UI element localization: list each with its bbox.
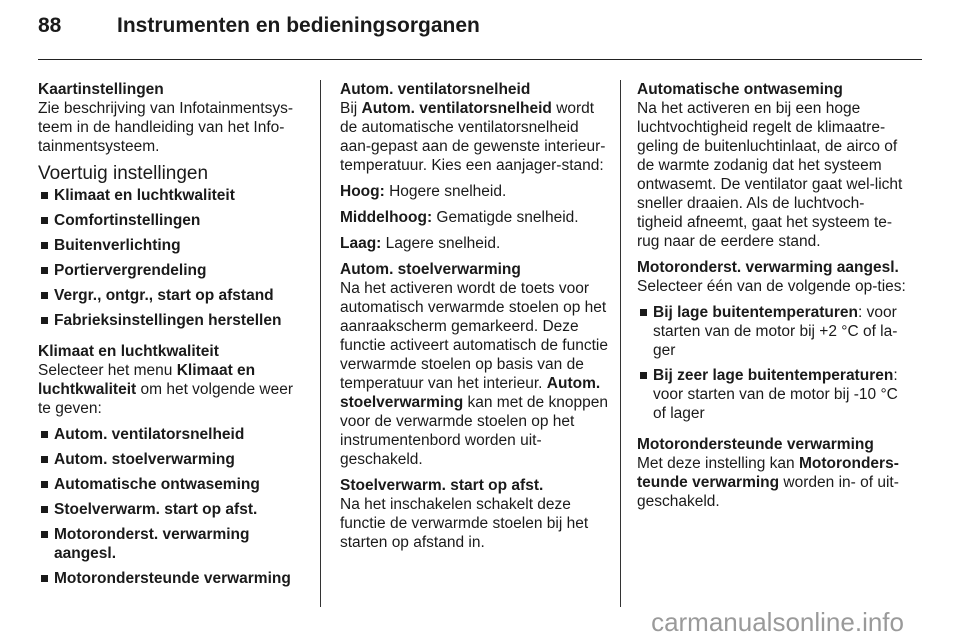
column-right [637,80,909,518]
list-item: Autom. ventilatorsnelheid [38,425,310,444]
voertuig-instellingen-title: Voertuig instellingen [38,163,209,184]
bullet-icon [640,309,647,316]
list-item: Klimaat en luchtkwaliteit [38,186,310,205]
column-middle [340,80,612,559]
bullet-icon [41,456,48,463]
column-left [38,80,310,600]
motoronderst-options-list [637,303,909,423]
kaartinstellingen-heading: Kaartinstellingen [38,81,164,98]
middelhoog-option: Middelhoog: Gematigde snelheid. [340,209,579,226]
list-item: Fabrieksinstellingen herstellen [38,311,310,330]
bullet-icon [41,481,48,488]
klimaat-text: Selecteer het menu Klimaat en luchtkwaliteit om het volgende weer te geven: [38,362,294,417]
voertuig-menu-list [38,186,310,330]
start-op-afstand-heading: Stoelverwarm. start op afst. [340,477,544,494]
klimaat-menu-list [38,425,310,588]
bullet-icon [41,292,48,299]
bullet-icon [41,431,48,438]
stoelverwarming-heading: Autom. stoelverwarming [340,261,521,278]
laag-option: Laag: Lagere snelheid. [340,235,501,252]
bullet-icon [41,575,48,582]
start-op-afstand-text: Na het inschakelen schakelt deze functie de verwarmde stoelen bij het starten op afstand in. [340,496,589,551]
column-divider-1 [320,80,321,607]
list-item: Portiervergrendeling [38,261,310,280]
ontwaseming-text: Na het activeren en bij een hoge luchtvochtigheid regelt de klimaatre-geling de buitenluchtinlaat, de airco of de warmte zodanig dat het systeem ontwasemt. De ventilator gaat wel-licht sneller draaien. Als de luchtvoch-tigheid afneemt, gaat het systeem te-rug naar de eerdere stand. [637,100,903,250]
list-item: Autom. stoelverwarming [38,450,310,469]
list-item: Comfortinstellingen [38,211,310,230]
motoronderst-text: Selecteer één van de volgende op-ties: [637,278,906,295]
motorondersteunde-text: Met deze instelling kan Motoronders-teunde verwarming worden in- of uit-geschakeld. [637,455,899,510]
list-item: Vergr., ontgr., start op afstand [38,286,310,305]
bullet-icon [41,217,48,224]
bullet-icon [640,372,647,379]
column-divider-2 [620,80,621,607]
list-item: Motorondersteunde verwarming [38,569,310,588]
list-item: Bij zeer lage buitentemperaturen: voor starten van de motor bij -10 °C of lager [637,366,909,423]
bullet-icon [41,192,48,199]
kaartinstellingen-text: Zie beschrijving van Infotainmentsys-teem in de handleiding van het Info-tainmentsysteem. [38,100,294,155]
ventilatorsnelheid-heading: Autom. ventilatorsnelheid [340,81,531,98]
bullet-icon [41,506,48,513]
bullet-icon [41,242,48,249]
hoog-option: Hoog: Hogere snelheid. [340,183,507,200]
page-title: Instrumenten en bedieningsorganen [117,14,480,37]
list-item: Motoronderst. verwarming aangesl. [38,525,310,563]
stoelverwarming-text: Na het activeren wordt de toets voor automatisch verwarmde stoelen op het aanraakscherm gemarkeerd. Deze functie activeert automatisch de functie verwarmde stoelen op basis van de temperatuur van het interieur. Autom. stoelverwarming kan met de knoppen voor de verwarmde stoelen op het instrumentenbord worden uit-geschakeld. [340,280,608,468]
bullet-icon [41,531,48,538]
page-number: 88 [38,14,62,37]
klimaat-heading: Klimaat en luchtkwaliteit [38,343,219,360]
bullet-icon [41,317,48,324]
list-item: Automatische ontwaseming [38,475,310,494]
list-item: Buitenverlichting [38,236,310,255]
motoronderst-heading: Motoronderst. verwarming aangesl. [637,259,899,276]
motorondersteunde-heading: Motorondersteunde verwarming [637,436,874,453]
list-item: Bij lage buitentemperaturen: voor starten van de motor bij +2 °C of la-ger [637,303,909,360]
ontwaseming-heading: Automatische ontwaseming [637,81,843,98]
bullet-icon [41,267,48,274]
watermark-text: carmanualsonline.info [651,607,904,637]
list-item: Stoelverwarm. start op afst. [38,500,310,519]
header-divider [38,59,922,60]
ventilatorsnelheid-text: Bij Autom. ventilatorsnelheid wordt de automatische ventilatorsnelheid aan-gepast aan de gewenste interieur-temperatuur. Kies een aanjager-stand: [340,100,606,174]
